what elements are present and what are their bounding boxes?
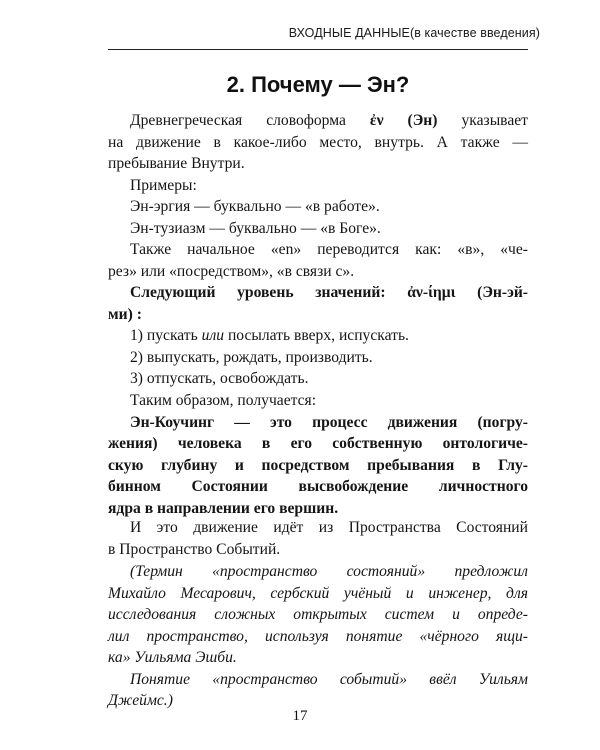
- definition-line: жения) человека в его собственную онтологиче-: [108, 435, 528, 452]
- movement-line-2: в Пространство Событий.: [108, 540, 281, 558]
- next-level-line-2: ми) :: [108, 305, 142, 323]
- definition-line: скую глубину и посредством пребывания в Глу-: [108, 456, 528, 474]
- note-line: Джеймс.): [108, 692, 173, 709]
- conclusion-lead: Таким образом, получается:: [130, 392, 317, 409]
- running-header: ВХОДНЫЕ ДАННЫЕ(в качестве введения): [288, 26, 540, 40]
- translation-line-2: рез» или «посредством», «в связи с».: [108, 262, 355, 280]
- meaning-item: 3) отпускать, освобождать.: [130, 370, 309, 387]
- term-note: [108, 561, 528, 712]
- intro-line-3: пребывание Внутри.: [108, 155, 245, 172]
- translation-line-1: Также начальное «en» переводится как: «в», «че-: [130, 241, 528, 258]
- intro-line-1: [108, 110, 528, 132]
- meanings-list: [108, 325, 528, 390]
- movement-paragraph: [108, 517, 528, 560]
- header-rule: [108, 49, 528, 50]
- page-number: 17: [292, 708, 308, 724]
- example-item: Эн-эргия — буквально — «в работе».: [130, 198, 380, 215]
- note-line: Михайло Месарович, сербский учёный и инженер, для: [108, 584, 528, 602]
- movement-line-1: И это движение идёт из Пространства Состояний: [130, 519, 528, 536]
- examples-label: Примеры:: [130, 176, 197, 194]
- conclusion-block: [108, 390, 528, 519]
- example-item: Эн-тузиазм — буквально — «в Боге».: [130, 219, 381, 237]
- greek-term-en: ἐν (Эн): [369, 112, 438, 129]
- meaning-item: 2) выпускать, рождать, производить.: [130, 348, 373, 366]
- note-line: Понятие «пространство событий» ввёл Уильям: [130, 670, 528, 688]
- intro-paragraph: [108, 110, 528, 175]
- note-line: исследования сложных открытых систем и опреде-: [108, 606, 528, 623]
- intro-line-1-pre: Древнегреческая словоформа: [130, 112, 370, 129]
- note-line: ка» Уильяма Эшби.: [108, 649, 237, 666]
- intro-line-1-post: указывает: [437, 112, 528, 129]
- definition-line: бинном Состоянии высвобождение личностного: [108, 478, 528, 495]
- definition-line: Эн-Коучинг — это процесс движения (погру-: [130, 413, 528, 431]
- section-title: 2. Почему — Эн?: [226, 72, 410, 97]
- examples-block: [108, 175, 528, 240]
- note-line: лил пространство, используя понятие «чёрного ящи-: [108, 627, 528, 645]
- intro-line-2: на движение в какое-либо место, внутрь. А также —: [108, 133, 528, 151]
- note-line: (Термин «пространство состояний» предложил: [130, 563, 528, 580]
- definition-line: ядра в направлении его вершин.: [108, 499, 339, 517]
- translation-paragraph: [108, 239, 528, 325]
- next-level-line-1: Следующий уровень значений: ἀν-ίημι (Эн-эй-: [130, 284, 528, 301]
- meaning-item: 1) пускать или посылать вверх, испускать.: [130, 327, 409, 344]
